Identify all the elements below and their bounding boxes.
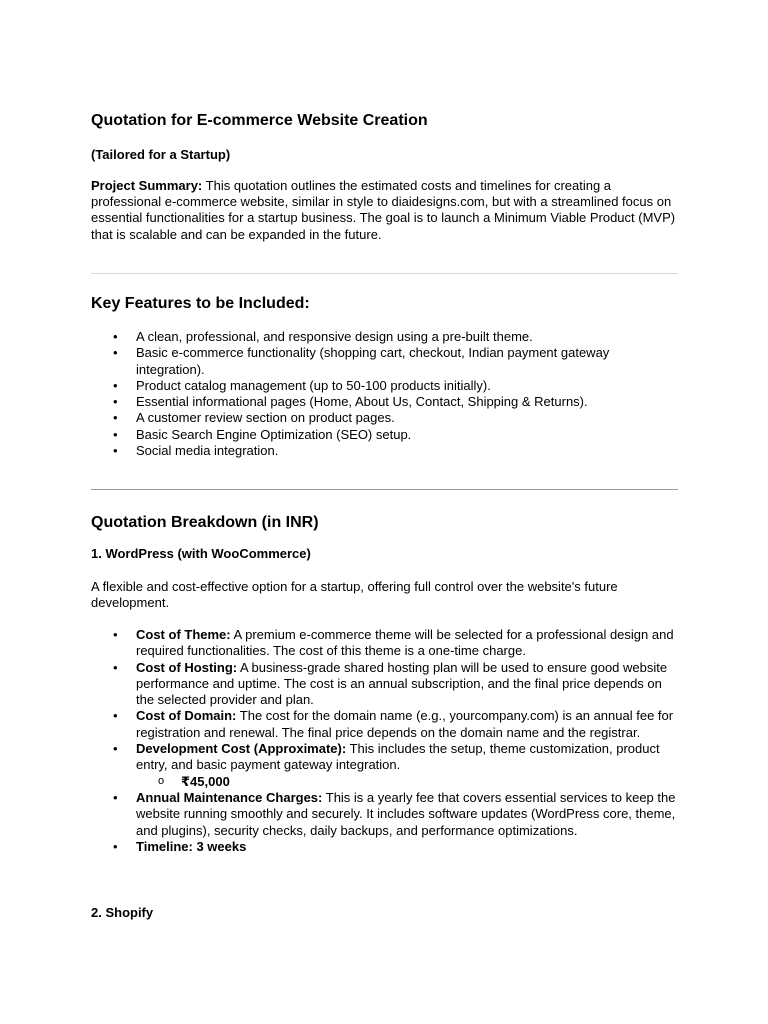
list-item: • A clean, professional, and responsive design using a pre-built theme.	[91, 329, 681, 345]
option-wordpress-title: 1. WordPress (with WooCommerce)	[91, 546, 311, 561]
list-item: • Basic e-commerce functionality (shopping cart, checkout, Indian payment gateway integration).	[91, 345, 681, 378]
item-text: This includes the setup, theme customization, product entry, and basic payment gateway integration.	[136, 741, 660, 773]
list-item	[91, 708, 681, 741]
option-wordpress-intro: A flexible and cost-effective option for a startup, offering full control over the website's future development.	[91, 579, 618, 611]
list-item	[91, 741, 681, 774]
item-label: Cost of Domain:	[136, 708, 237, 724]
summary-text: This quotation outlines the estimated costs and timelines for creating a professional e-commerce website, similar in style to diaidesigns.com, but with a streamlined focus on essential functionalities for a startup business. The goal is to launch a Minimum Viable Product (MVP) that is scalable and can be expanded in the future.	[91, 178, 676, 242]
list-item: • Basic Search Engine Optimization (SEO) setup.	[91, 427, 681, 443]
wordpress-cost-list	[91, 627, 681, 855]
item-text: This is a yearly fee that covers essential services to keep the website running smoothly and securely. It includes software updates (WordPress core, theme, and plugins), security checks, daily backups, and performance optimizations.	[136, 789, 676, 838]
document-subtitle: (Tailored for a Startup)	[91, 147, 231, 162]
option-shopify-title: 2. Shopify	[91, 905, 154, 920]
item-label: Cost of Theme:	[136, 627, 231, 642]
list-item: • Social media integration.	[91, 443, 681, 459]
project-summary	[91, 178, 681, 243]
list-item	[91, 627, 681, 660]
document-title: Quotation for E-commerce Website Creation	[91, 112, 428, 129]
item-text: A premium e-commerce theme will be selected for a professional design and required functionalities. The cost of this theme is a one-time charge.	[136, 627, 674, 659]
summary-label: Project Summary:	[91, 178, 203, 193]
item-text: The cost for the domain name (e.g., yourcompany.com) is an annual fee for registration and renewal. The final price depends on the domain name and the registrar.	[136, 708, 674, 740]
item-label: Annual Maintenance Charges:	[136, 789, 323, 805]
list-item: • A customer review section on product pages.	[91, 410, 681, 426]
dev-price-item	[91, 774, 681, 790]
divider	[91, 489, 678, 490]
list-item	[91, 839, 681, 855]
item-label: Cost of Hosting:	[136, 659, 238, 675]
list-item	[91, 790, 681, 839]
list-item: • Essential informational pages (Home, About Us, Contact, Shipping & Returns).	[91, 394, 681, 410]
breakdown-heading: Quotation Breakdown (in INR)	[91, 514, 319, 531]
item-label: Development Cost (Approximate):	[136, 741, 347, 757]
features-heading: Key Features to be Included:	[91, 295, 310, 312]
features-list	[91, 329, 681, 459]
timeline: Timeline: 3 weeks	[136, 838, 247, 854]
divider	[91, 273, 678, 274]
list-item: • Product catalog management (up to 50-100 products initially).	[91, 378, 681, 394]
item-text: A business-grade shared hosting plan will be used to ensure good website performance and uptime. The cost is an annual subscription, and the final price depends on the selected provider and plan.	[136, 659, 668, 708]
list-item	[91, 660, 681, 709]
dev-price: ₹45,000	[181, 773, 230, 789]
